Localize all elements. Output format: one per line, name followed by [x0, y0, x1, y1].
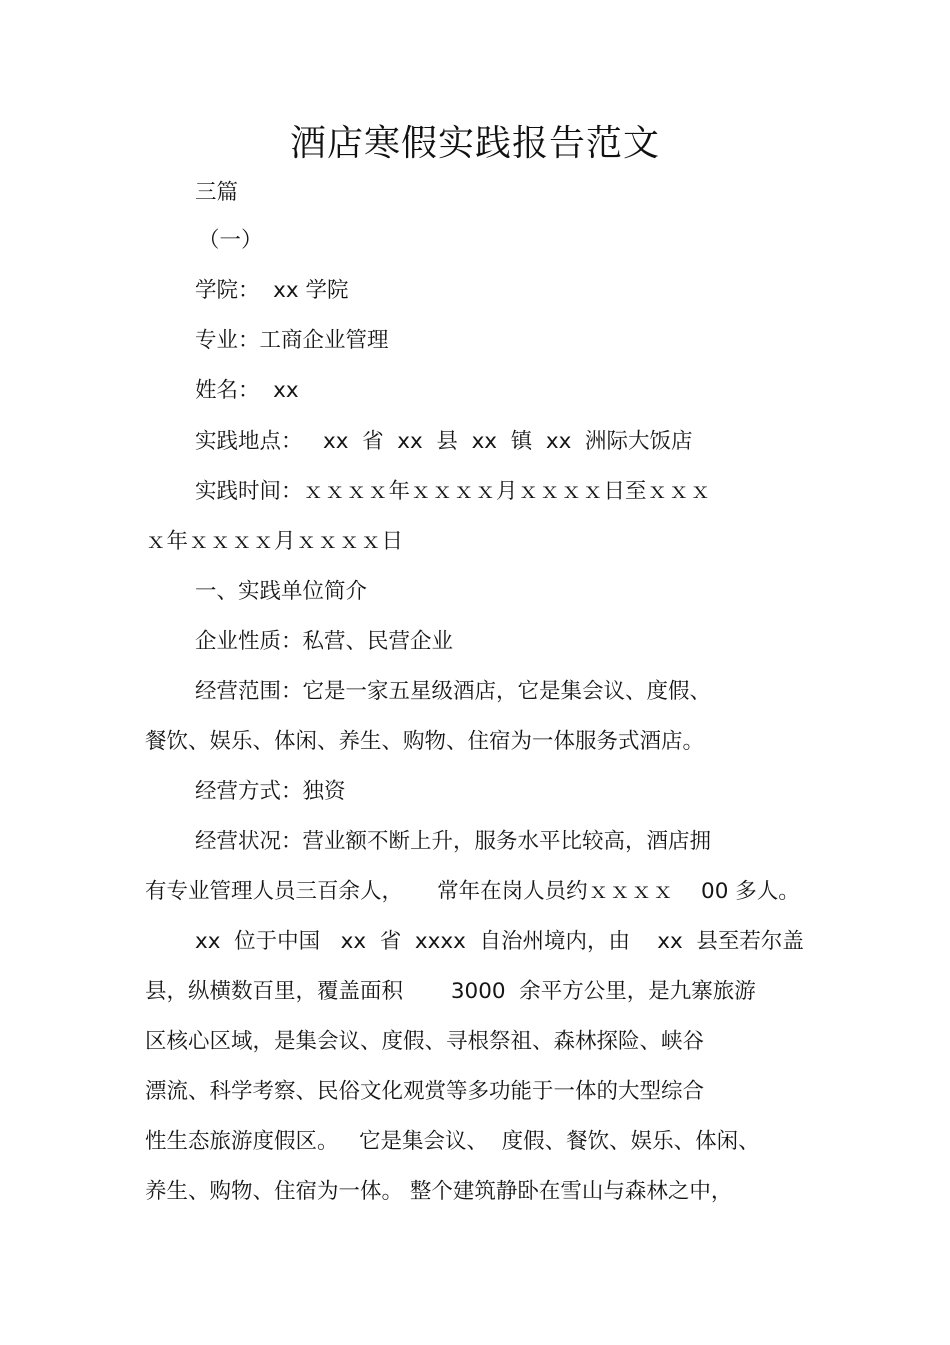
subtitle-line: 三篇 [195, 180, 239, 205]
time-line: 实践时间：ｘｘｘｘ年ｘｘｘｘ月ｘｘｘｘ日至ｘｘｘ [195, 479, 712, 504]
time-line-cont: ｘ年ｘｘｘｘ月ｘｘｘｘ日 [145, 529, 404, 554]
major-line: 专业：工商企业管理 [195, 328, 389, 353]
college-line: 学院： xx 学院 [195, 278, 349, 303]
scope-line: 经营范围：它是一家五星级酒店，它是集会议、度假、 [195, 679, 712, 704]
paragraph-line: 性生态旅游度假区。 它是集会议、 度假、餐饮、娱乐、体闲、 [145, 1129, 760, 1154]
paragraph-line: 养生、购物、住宿为一体。 整个建筑静卧在雪山与森林之中， [145, 1179, 733, 1204]
paragraph-line: 漂流、科学考察、民俗文化观赏等多功能于一体的大型综合 [145, 1079, 705, 1104]
name-line: 姓名： xx [195, 378, 299, 403]
mode-line: 经营方式：独资 [195, 779, 346, 804]
status-line: 经营状况：营业额不断上升，服务水平比较高，酒店拥 [195, 829, 712, 854]
scope-line-cont: 餐饮、娱乐、体闲、养生、购物、住宿为一体服务式酒店。 [145, 729, 705, 754]
location-line: 实践地点： xx 省 xx 县 xx 镇 xx 洲际大饭店 [195, 429, 693, 454]
document-title: 酒店寒假实践报告范文 [289, 123, 660, 164]
paragraph-line: xx 位于中国 xx 省 xxxx 自治州境内，由 xx 县至若尔盖 [195, 929, 804, 954]
section-number: （一） [198, 228, 263, 253]
nature-line: 企业性质：私营、民营企业 [195, 629, 454, 654]
paragraph-line: 县，纵横数百里，覆盖面积 3000 余平方公里，是九寨旅游 [145, 979, 756, 1004]
paragraph-line: 区核心区域，是集会议、度假、寻根祭祖、森林探险、峡谷 [145, 1029, 705, 1054]
section-heading: 一、实践单位简介 [195, 579, 368, 604]
status-line-cont: 有专业管理人员三百余人， 常年在岗人员约ｘｘｘｘ 00 多人。 [145, 879, 800, 904]
